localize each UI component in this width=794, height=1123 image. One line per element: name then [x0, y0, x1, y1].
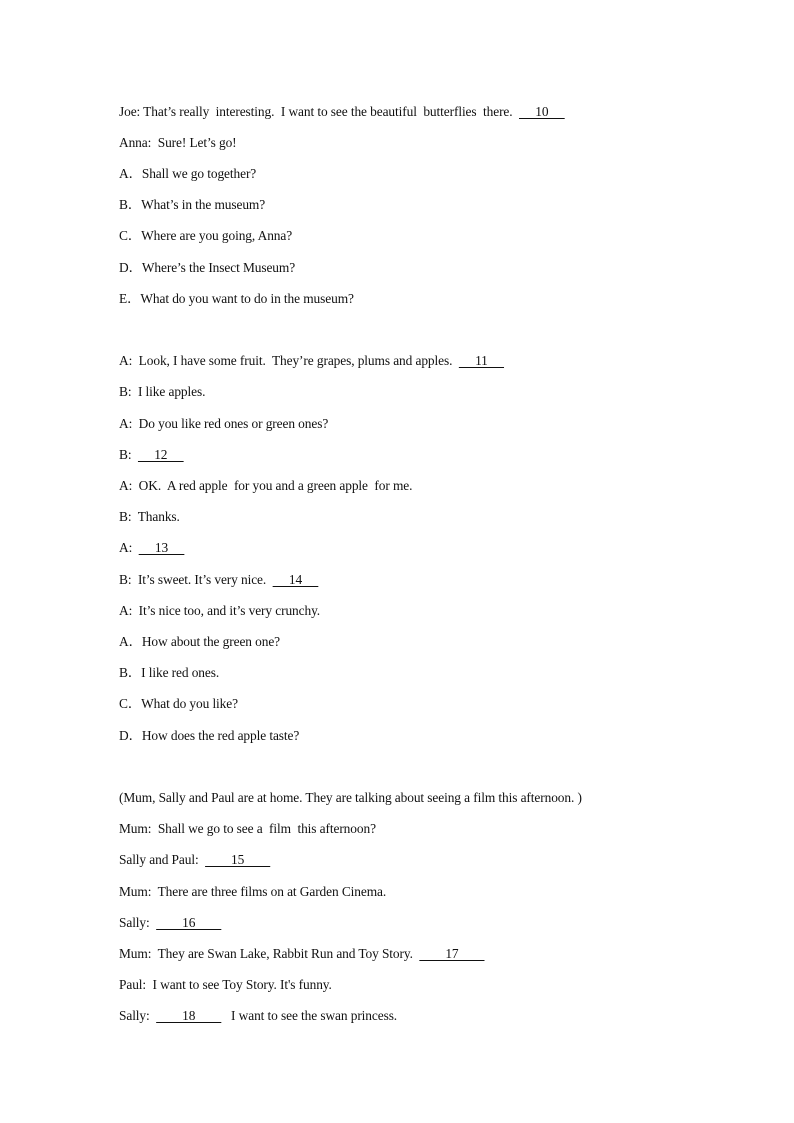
option-item: C．What do you like?: [119, 696, 238, 711]
dialogue-line: [119, 103, 565, 121]
line-text: B: I like apples.: [119, 384, 206, 399]
line-text: Paul: I want to see Toy Story. It's funny.: [119, 977, 332, 992]
dialogue-line: [119, 789, 582, 807]
dialogue-line: [119, 508, 180, 526]
dialogue-line: [119, 539, 184, 557]
answer-blank: 12: [137, 447, 184, 462]
answer-blank: 13: [138, 540, 185, 555]
dialogue-line: [119, 1007, 397, 1025]
line-text: B: Thanks.: [119, 509, 180, 524]
line-text: A: Do you like red ones or green ones?: [119, 416, 329, 431]
answer-blank: 18: [156, 1008, 222, 1023]
option-item: D．Where’s the Insect Museum?: [119, 260, 296, 275]
dialogue-line: [119, 134, 237, 152]
dialogue-line: [119, 415, 328, 433]
line-text: A:: [119, 540, 139, 555]
dialogue-line: [119, 851, 270, 869]
line-text: Mum: They are Swan Lake, Rabbit Run and Toy Story.: [119, 946, 420, 961]
line-text: Sally:: [119, 915, 157, 930]
answer-blank: 11: [458, 353, 505, 368]
dialogue-line: [119, 446, 184, 464]
line-text: A: It’s nice too, and it’s very crunchy.: [119, 603, 321, 618]
dialogue-line: [119, 352, 504, 370]
line-text-after-blank: I want to see the swan princess.: [221, 1008, 398, 1023]
option-item: C．Where are you going, Anna?: [119, 228, 293, 243]
dialogue-line: [119, 820, 376, 838]
dialogue-line: [119, 883, 386, 901]
answer-blank: 17: [419, 946, 485, 961]
line-text: (Mum, Sally and Paul are at home. They are talking about seeing a film this afternoon. ): [119, 790, 582, 805]
line-text: Joe: That’s really interesting. I want to see the beautiful butterflies there.: [119, 104, 520, 119]
line-text: Anna: Sure! Let’s go!: [119, 135, 237, 150]
answer-blank: 16: [156, 915, 222, 930]
dialogue-line: [119, 602, 320, 620]
dialogue-line: [119, 477, 412, 495]
dialogue-line: [119, 383, 205, 401]
answer-blank: 14: [272, 572, 319, 587]
line-text: Mum: There are three films on at Garden Cinema.: [119, 884, 387, 899]
option-item: A．How about the green one?: [119, 634, 281, 649]
line-text: B: It’s sweet. It’s very nice.: [119, 572, 273, 587]
dialogue-line: [119, 571, 318, 589]
dialogue-line: [119, 945, 485, 963]
line-text: Sally:: [119, 1008, 157, 1023]
line-text: B:: [119, 447, 138, 462]
option-item: E．What do you want to do in the museum?: [119, 291, 354, 306]
line-text: Sally and Paul:: [119, 852, 206, 867]
option-item: B．I like red ones.: [119, 665, 220, 680]
dialogue-line: [119, 914, 221, 932]
dialogue-line: [119, 976, 332, 994]
line-text: A: Look, I have some fruit. They’re grapes, plums and apples.: [119, 353, 459, 368]
option-item: A．Shall we go together?: [119, 166, 257, 181]
answer-blank: 10: [519, 104, 565, 119]
line-text: Mum: Shall we go to see a film this afternoon?: [119, 821, 376, 836]
line-text: A: OK. A red apple for you and a green apple for me.: [119, 478, 413, 493]
option-item: B．What’s in the museum?: [119, 197, 266, 212]
answer-blank: 15: [205, 852, 271, 867]
option-item: D．How does the red apple taste?: [119, 728, 300, 743]
